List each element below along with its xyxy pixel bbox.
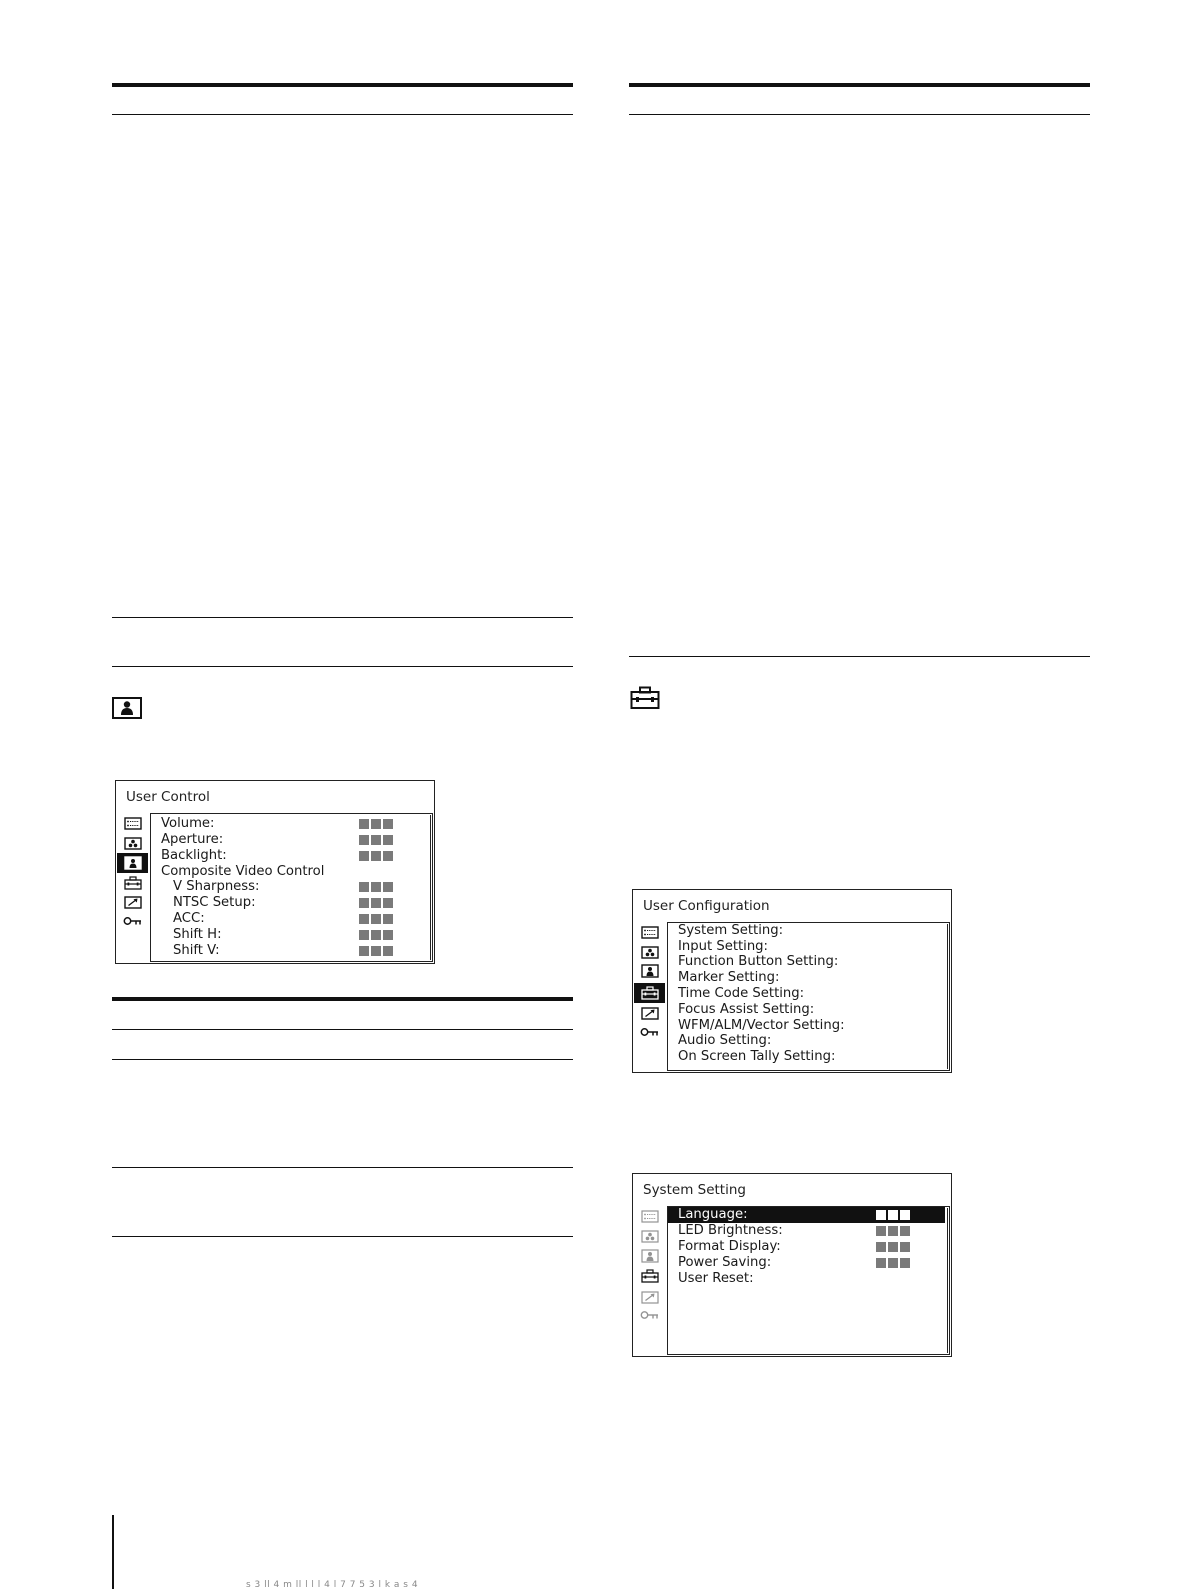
menu-title: System Setting: [643, 1182, 746, 1198]
menu-row-user-reset[interactable]: User Reset:: [678, 1271, 754, 1286]
value-indicator: [359, 851, 393, 861]
divider-rule: [112, 666, 573, 667]
menu-row-on-screen-tally-setting[interactable]: On Screen Tally Setting:: [678, 1049, 836, 1064]
divider-rule: [112, 617, 573, 618]
key-lock-icon[interactable]: [120, 912, 146, 930]
user-control-icon[interactable]: [117, 853, 148, 873]
value-indicator: [359, 835, 393, 845]
menu-row-format-display[interactable]: Format Display:: [668, 1239, 945, 1255]
menu-row-marker-setting[interactable]: Marker Setting:: [678, 970, 780, 985]
divider-rule: [629, 114, 1090, 115]
menu-row-composite-video-control[interactable]: Composite Video Control: [161, 864, 325, 879]
user-control-section-icon: [112, 697, 142, 723]
key-lock-icon[interactable]: [637, 1306, 663, 1324]
status-icon[interactable]: [637, 923, 663, 941]
menu-row-function-button-setting[interactable]: Function Button Setting:: [678, 954, 839, 969]
divider-rule: [629, 656, 1090, 657]
menu-row-wfm-alm-vector-setting[interactable]: WFM/ALM/Vector Setting:: [678, 1018, 845, 1033]
color-icon[interactable]: [120, 834, 146, 852]
header-rule-right: [629, 83, 1090, 87]
header-rule-left: [112, 83, 573, 87]
value-indicator: [876, 1226, 910, 1236]
menu-row-audio-setting[interactable]: Audio Setting:: [678, 1033, 772, 1048]
menu-row-led-brightness[interactable]: LED Brightness:: [668, 1223, 945, 1239]
menu-row-shift-h[interactable]: Shift H:: [151, 927, 428, 943]
enhanced-icon[interactable]: [637, 1288, 663, 1306]
value-indicator: [876, 1210, 910, 1220]
menu-title: User Control: [126, 789, 210, 805]
menu-row-input-setting[interactable]: Input Setting:: [678, 939, 769, 954]
footer-print-code: s 3 ll 4 m ll l l l 4 l 7 7 5 3 l k a s 4: [246, 1580, 419, 1590]
divider-rule: [112, 1029, 573, 1030]
section-rule: [112, 997, 573, 1001]
user-control-icon[interactable]: [637, 962, 663, 980]
menu-row-time-code-setting[interactable]: Time Code Setting:: [678, 986, 805, 1001]
menu-row-system-setting[interactable]: System Setting:: [678, 923, 784, 938]
menu-row-language[interactable]: Language:: [668, 1207, 945, 1223]
menu-items-panel: [150, 813, 433, 962]
menu-row-shift-v[interactable]: Shift V:: [151, 943, 428, 959]
menu-row-ntsc-setup[interactable]: NTSC Setup:: [151, 895, 428, 911]
menu-items-panel: [667, 922, 950, 1071]
divider-rule: [112, 114, 573, 115]
value-indicator: [876, 1258, 910, 1268]
user-control-icon[interactable]: [637, 1247, 663, 1265]
menu-row-backlight[interactable]: Backlight:: [151, 848, 428, 864]
value-indicator: [359, 819, 393, 829]
menu-row-power-saving[interactable]: Power Saving:: [668, 1255, 945, 1271]
user-control-menu: [115, 780, 435, 964]
user-configuration-icon[interactable]: [120, 874, 146, 892]
user-configuration-icon[interactable]: [637, 1267, 663, 1285]
value-indicator: [359, 914, 393, 924]
menu-row-v-sharpness[interactable]: V Sharpness:: [151, 879, 428, 895]
divider-rule: [112, 1236, 573, 1237]
user-configuration-section-icon: [630, 686, 660, 714]
enhanced-icon[interactable]: [637, 1004, 663, 1022]
value-indicator: [876, 1242, 910, 1252]
color-icon[interactable]: [637, 943, 663, 961]
user-configuration-icon[interactable]: [634, 983, 665, 1003]
menu-items-panel: [667, 1206, 950, 1355]
value-indicator: [359, 898, 393, 908]
status-icon[interactable]: [120, 814, 146, 832]
system-setting-menu: [632, 1173, 952, 1357]
color-icon[interactable]: [637, 1227, 663, 1245]
status-icon[interactable]: [637, 1207, 663, 1225]
divider-rule: [112, 1167, 573, 1168]
key-lock-icon[interactable]: [637, 1023, 663, 1041]
menu-row-acc[interactable]: ACC:: [151, 911, 428, 927]
menu-row-focus-assist-setting[interactable]: Focus Assist Setting:: [678, 1002, 815, 1017]
enhanced-icon[interactable]: [120, 893, 146, 911]
menu-row-aperture[interactable]: Aperture:: [151, 832, 428, 848]
value-indicator: [359, 930, 393, 940]
divider-rule: [112, 1059, 573, 1060]
value-indicator: [359, 882, 393, 892]
page-margin-bar: [112, 1515, 114, 1589]
user-configuration-menu: [632, 889, 952, 1073]
value-indicator: [359, 946, 393, 956]
menu-row-volume[interactable]: Volume:: [151, 816, 428, 832]
menu-title: User Configuration: [643, 898, 770, 914]
